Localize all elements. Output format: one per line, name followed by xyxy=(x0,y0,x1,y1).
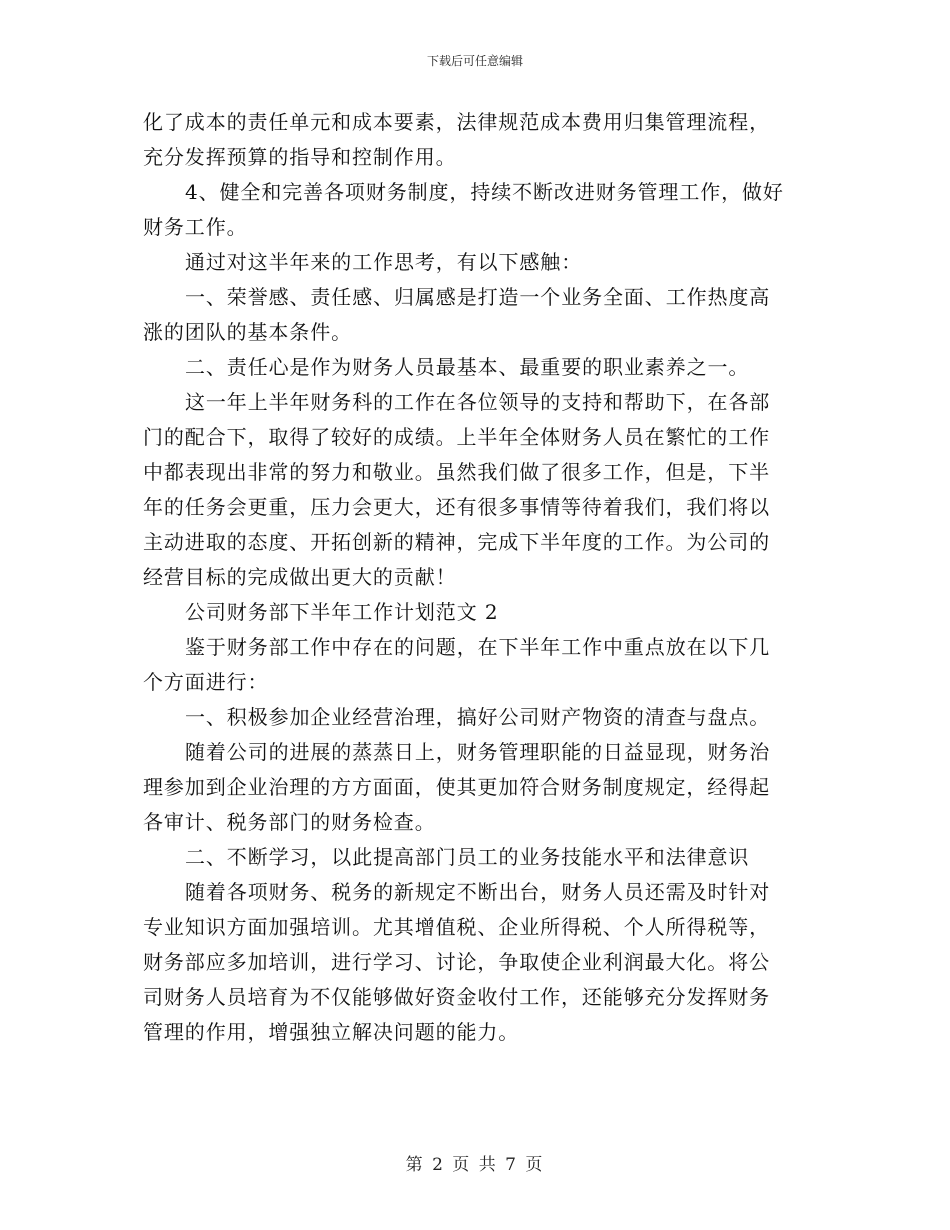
text-line: 个方面进行： xyxy=(143,670,269,694)
text-line: 充分发挥预算的指导和控制作用。 xyxy=(143,145,457,169)
text-line: 年的任务会更重，压力会更大，还有很多事情等待着我们，我们将以 xyxy=(143,495,770,519)
text-line: 这一年上半年财务科的工作在各位领导的支持和帮助下，在各部 xyxy=(185,390,771,414)
text-line: 专业知识方面加强培训。尤其增值税、企业所得税、个人所得税等， xyxy=(143,915,770,939)
text-line: 经营目标的完成做出更大的贡献！ xyxy=(143,565,457,589)
text-line: 门的配合下，取得了较好的成绩。上半年全体财务人员在繁忙的工作 xyxy=(143,425,770,449)
text-line: 二、责任心是作为财务人员最基本、最重要的职业素养之一。 xyxy=(185,355,750,379)
text-line: 管理的作用，增强独立解决问题的能力。 xyxy=(143,1020,520,1044)
text-line: 随着公司的进展的蒸蒸日上，财务管理职能的日益显现，财务治 xyxy=(185,740,771,764)
text-line: 主动进取的态度、开拓创新的精神，完成下半年度的工作。为公司的 xyxy=(143,530,770,554)
page-header: 下载后可任意编辑 xyxy=(426,54,523,68)
text-line: 财务部应多加培训，进行学习、讨论，争取使企业利润最大化。将公 xyxy=(143,950,770,974)
text-line: 财务工作。 xyxy=(143,215,248,239)
text-line: 一、荣誉感、责任感、归属感是打造一个业务全面、工作热度高 xyxy=(185,285,771,309)
text-line: 中都表现出非常的努力和敬业。虽然我们做了很多工作，但是，下半 xyxy=(143,460,770,484)
text-line: 司财务人员培育为不仅能够做好资金收付工作，还能够充分发挥财务 xyxy=(143,985,770,1009)
text-line: 涨的团队的基本条件。 xyxy=(143,320,352,344)
text-line: 通过对这半年来的工作思考，有以下感触： xyxy=(185,250,583,274)
document-body xyxy=(143,105,813,1050)
text-line: 各审计、税务部门的财务检查。 xyxy=(143,810,436,834)
text-line: 二、不断学习，以此提高部门员工的业务技能水平和法律意识 xyxy=(185,845,750,869)
text-line: 化了成本的责任单元和成本要素，法律规范成本费用归集管理流程， xyxy=(143,110,770,134)
text-line: 一、积极参加企业经营治理，搞好公司财产物资的清查与盘点。 xyxy=(185,705,771,729)
page-number-footer: 第 2 页 共 7 页 xyxy=(405,1155,545,1175)
text-line: 随着各项财务、税务的新规定不断出台，财务人员还需及时针对 xyxy=(185,880,771,904)
text-line: 理参加到企业治理的方方面面，使其更加符合财务制度规定，经得起 xyxy=(143,775,770,799)
text-line: 公司财务部下半年工作计划范文 2 xyxy=(185,600,499,624)
text-line: 4、健全和完善各项财务制度，持续不断改进财务管理工作，做好 xyxy=(185,180,784,204)
text-line: 鉴于财务部工作中存在的问题，在下半年工作中重点放在以下几 xyxy=(185,635,771,659)
